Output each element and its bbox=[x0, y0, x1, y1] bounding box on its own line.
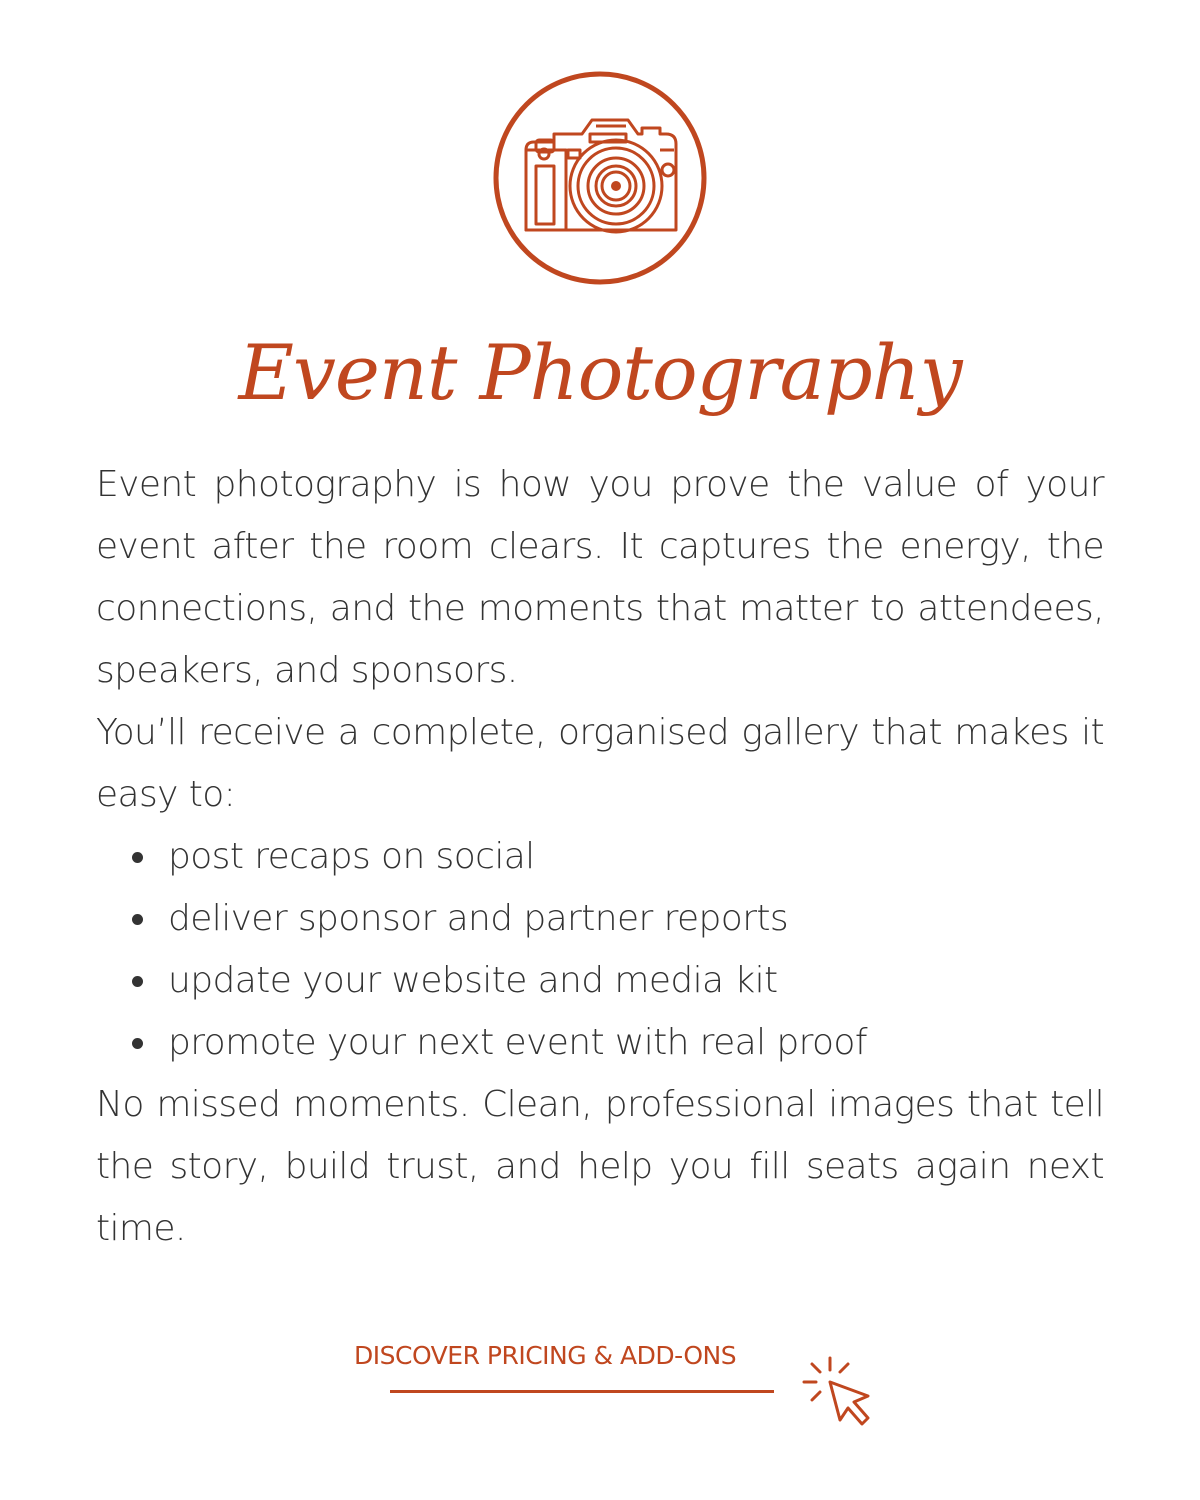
discover-pricing-link[interactable]: DISCOVER PRICING & ADD-ONS bbox=[354, 1341, 737, 1370]
pointer-click-icon[interactable] bbox=[800, 1352, 880, 1432]
bullet-icon bbox=[132, 914, 143, 925]
closing-paragraph: No missed moments. Clean, professional images that tell the story, build trust, and help you fill seats again next time. bbox=[96, 1084, 1104, 1249]
bullet-icon bbox=[132, 852, 143, 863]
camera-icon bbox=[492, 70, 708, 286]
list-item bbox=[96, 1012, 1104, 1074]
benefits-list bbox=[96, 826, 1104, 1074]
bullet-icon bbox=[132, 1038, 143, 1049]
intro-paragraph: Event photography is how you prove the value of your event after the room clears. It captures the energy, the connections, and the moments that matter to attendees, speakers, and sponsors. bbox=[96, 464, 1104, 691]
bullet-icon bbox=[132, 976, 143, 987]
benefit-text: update your website and media kit bbox=[168, 960, 778, 1001]
benefit-text: deliver sponsor and partner reports bbox=[168, 898, 789, 939]
list-item bbox=[96, 888, 1104, 950]
gallery-intro-paragraph: You’ll receive a complete, organised gallery that makes it easy to: bbox=[96, 712, 1104, 815]
cta-container bbox=[354, 1338, 774, 1374]
list-item bbox=[96, 826, 1104, 888]
list-item bbox=[96, 950, 1104, 1012]
page-title: Event Photography bbox=[238, 328, 962, 417]
main-content bbox=[96, 454, 1104, 1260]
benefit-text: promote your next event with real proof bbox=[168, 1022, 867, 1063]
camera-logo bbox=[492, 70, 708, 286]
benefit-text: post recaps on social bbox=[168, 836, 535, 877]
cta-underline bbox=[390, 1390, 774, 1393]
